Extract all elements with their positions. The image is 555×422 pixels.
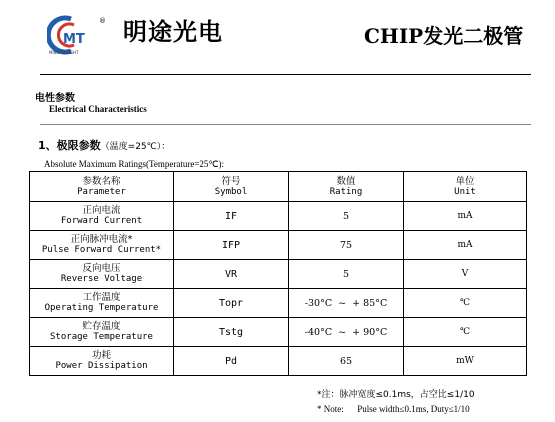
section-divider — [40, 124, 531, 125]
section-title-en: Electrical Characteristics — [49, 104, 147, 114]
table-row — [30, 202, 527, 231]
param-cell: 贮存温度 Storage Temperature — [30, 318, 174, 347]
registered-mark: ® — [99, 17, 106, 25]
unit-cell: mW — [404, 347, 527, 376]
rating-cell: 5 — [289, 202, 404, 231]
header-divider — [40, 74, 531, 75]
symbol-cell: Topr — [174, 289, 289, 318]
subsection-number: 1、 — [38, 139, 57, 152]
table-row — [30, 231, 527, 260]
param-cell: 功耗 Power Dissipation — [30, 347, 174, 376]
param-cell: 正向脉冲电流* Pulse Forward Current* — [30, 231, 174, 260]
brand-name: 明途光电 — [123, 18, 223, 46]
rating-cell: 5 — [289, 260, 404, 289]
unit-cell: ℃ — [404, 318, 527, 347]
rating-cell: 75 — [289, 231, 404, 260]
logo-small-text: MINGTO LIGHT — [49, 50, 79, 55]
header-parameter: 参数名称 Parameter — [30, 172, 174, 202]
unit-cell: ℃ — [404, 289, 527, 318]
subsection-title-en: Absolute Maximum Ratings(Temperature=25℃): — [44, 159, 225, 169]
logo-text: MT — [63, 32, 85, 47]
header-symbol: 符号 Symbol — [174, 172, 289, 202]
header-unit: 单位 Unit — [404, 172, 527, 202]
param-cell: 工作温度 Operating Temperature — [30, 289, 174, 318]
table-row — [30, 318, 527, 347]
absolute-max-ratings-table — [29, 171, 527, 376]
unit-cell: mA — [404, 202, 527, 231]
table-header-row — [30, 172, 527, 202]
subsection-condition: （温度=25℃）： — [100, 142, 171, 152]
header-rating: 数值 Rating — [289, 172, 404, 202]
table-row — [30, 260, 527, 289]
footnote-en: * Note: Pulse width≤0.1ms, Duty≤1/10 — [317, 404, 470, 414]
document-title: CHIP发光二极管 — [364, 24, 524, 48]
rating-cell: 65 — [289, 347, 404, 376]
symbol-cell: IFP — [174, 231, 289, 260]
param-cell: 反向电压 Reverse Voltage — [30, 260, 174, 289]
subsection-heading — [38, 137, 170, 153]
footnote-cn: *注：脉冲宽度≤0.1ms，占空比≤1/10 — [317, 390, 475, 400]
table-row — [30, 347, 527, 376]
table-row — [30, 289, 527, 318]
unit-cell: mA — [404, 231, 527, 260]
symbol-cell: Pd — [174, 347, 289, 376]
param-cell: 正向电流 Forward Current — [30, 202, 174, 231]
company-logo — [47, 15, 117, 55]
symbol-cell: VR — [174, 260, 289, 289]
section-title-cn: 电性参数 — [35, 93, 75, 104]
symbol-cell: IF — [174, 202, 289, 231]
unit-cell: V — [404, 260, 527, 289]
rating-cell: -40°C ~ + 90°C — [289, 318, 404, 347]
symbol-cell: Tstg — [174, 318, 289, 347]
subsection-title-cn: 极限参数 — [56, 139, 101, 152]
rating-cell: -30°C ~ + 85°C — [289, 289, 404, 318]
